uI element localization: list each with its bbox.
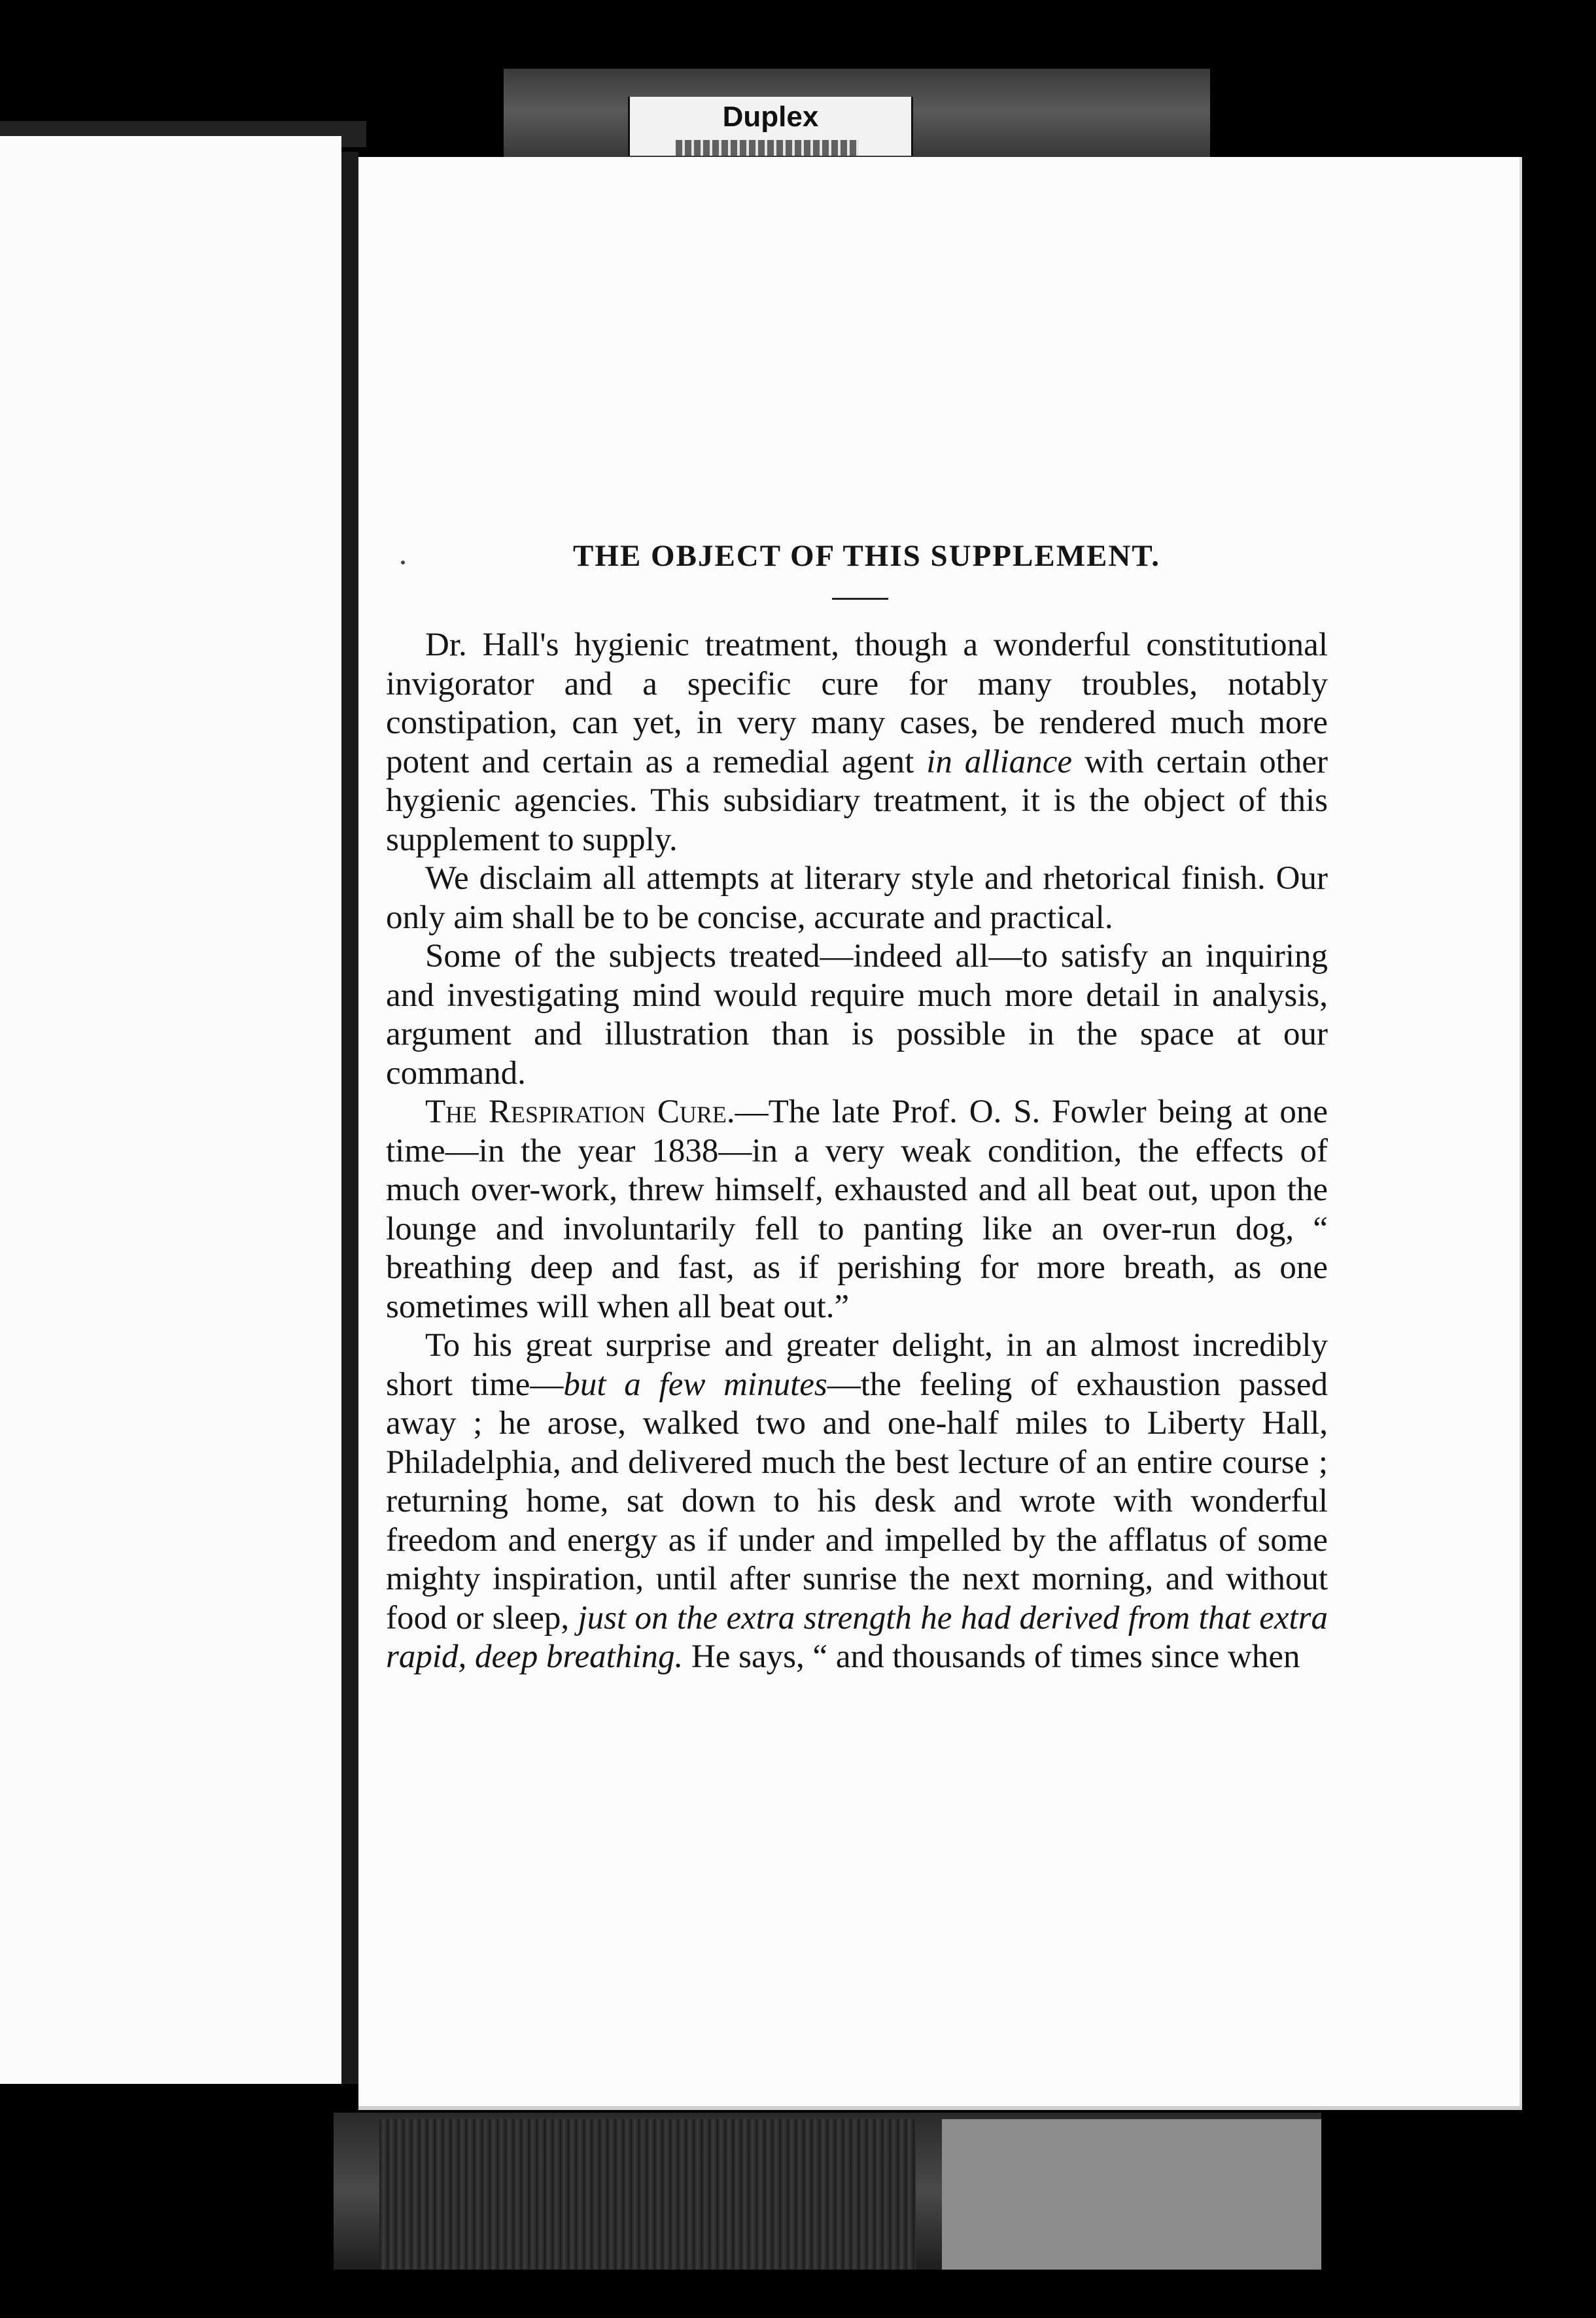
paragraph-1-text-a: Dr. Hall's hygienic treatment, though a wonderful constitutional invigorator and a specific cure for many troubles, notably constipation, can yet, in very many cases, be rendered much more potent and certain as a remedial agent [386, 627, 1328, 780]
paragraph-2: We disclaim all attempts at literary style and rhetorical finish. Our only aim shall be to be concise, accurate and practical. [386, 860, 1328, 936]
binding-cloth-texture [379, 2119, 916, 2270]
tag-label: Duplex [722, 101, 819, 133]
duplex-label-tag [628, 97, 913, 156]
paragraph-1-text-b: with certain other hygienic agencies. This subsidiary treatment, it is the object of this supplement to supply. [386, 743, 1328, 858]
paragraph-1 [386, 626, 1328, 859]
paragraph-5-italic-1: but a few minutes [563, 1366, 827, 1403]
paragraph-4 [386, 1093, 1328, 1326]
paragraph-5 [386, 1326, 1328, 1677]
paragraph-5-text-b: —the feeling of exhaustion passed away ; he arose, walked two and one-half miles to Liberty Hall, Philadelphia, and delivered much the best lecture of an entire course ; returning home, sat down to his desk and wrote with wonderful freedom and energy as if under and impelled by the afflatus of some mighty inspiration, until after sunrise the next morning, and without food or sleep, [386, 1366, 1328, 1636]
spine-gutter-line [341, 152, 358, 2084]
tag-obscured-text [676, 140, 859, 156]
section-heading-respiration-cure: The Respiration Cure. [425, 1094, 735, 1130]
paragraph-3: Some of the subjects treated—indeed all—to satisfy an inquiring and investigating mind would require much more detail in analysis, argument and illustration than is possible in the space at our command. [386, 938, 1328, 1092]
page-title: THE OBJECT OF THIS SUPPLEMENT. [573, 539, 1160, 573]
paragraph-5-text-c: He says, “ and thousands of times since when [683, 1638, 1300, 1675]
paragraph-5-italic-2: just on the extra strength he had derived from that extra rapid, deep breathing. [386, 1599, 1328, 1675]
binding-board [942, 2119, 1321, 2270]
left-page-blank [0, 136, 341, 2084]
paragraph-5-text-a: To his great surprise and greater delight, in an almost incredibly short time— [386, 1327, 1328, 1403]
paragraph-4-text: —The late Prof. O. S. Fowler being at one time—in the year 1838—in a very weak condition, the effects of much over-work, threw himself, exhausted and all beat out, upon the lounge and involuntarily fell to panting like an over-run dog, “ breathing deep and fast, as if perishing for more breath, as one sometimes will when all beat out.” [386, 1094, 1328, 1325]
page-text-block [386, 536, 1328, 1677]
paragraph-1-italic: in alliance [926, 743, 1073, 780]
title-rule-divider [832, 598, 888, 600]
